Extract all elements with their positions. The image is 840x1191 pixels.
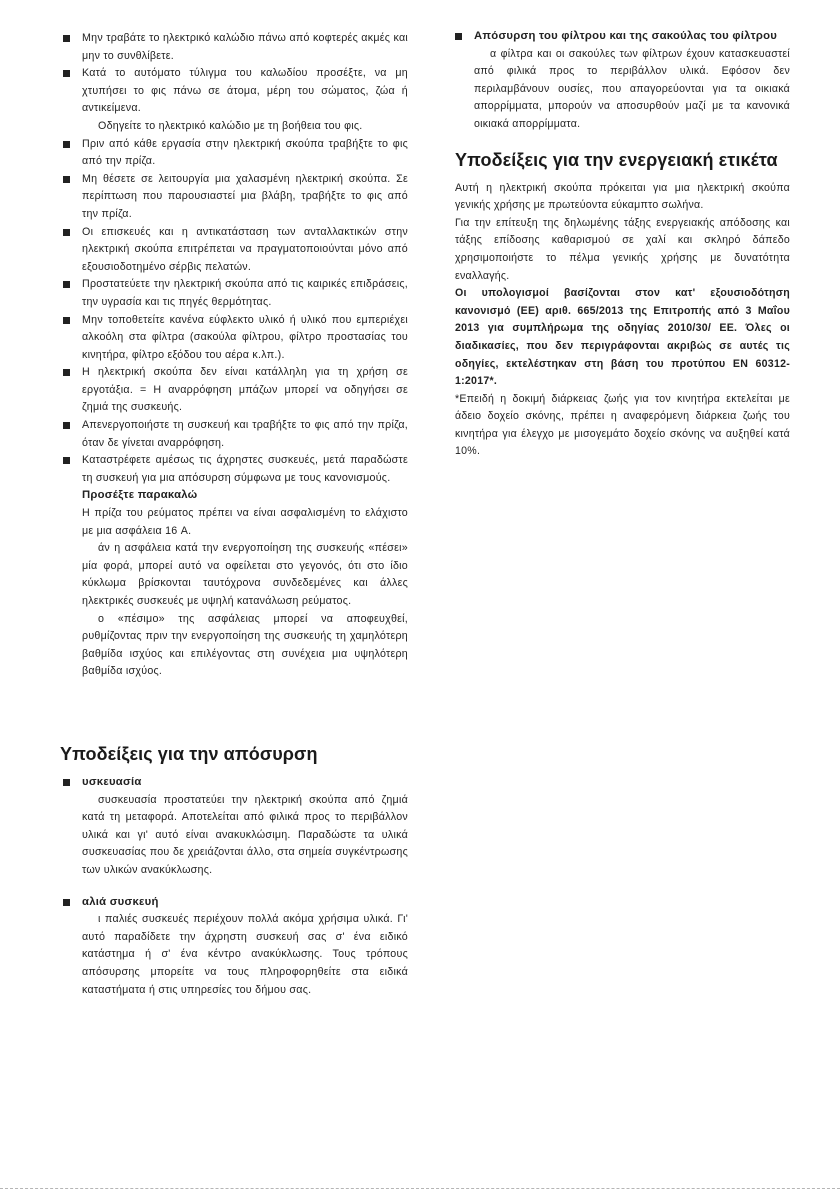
disposal-heading: Υποδείξεις για την απόσυρση (60, 744, 318, 764)
left-column (63, 30, 408, 681)
page-bottom-rule (0, 1188, 840, 1190)
safety-item-7: Μην τοποθετείτε κανένα εύφλεκτο υλικό ή υλικό που εμπεριέχει αλκοόλη στα φίλτρα (σακούλα φίλτρου, φίλτρο προστασίας του κινητήρα, φίλτρο εξόδου του αέρα κ.λπ.). (63, 312, 408, 365)
bullet-square-icon (63, 176, 70, 183)
safety-item-8: Η ηλεκτρική σκούπα δεν είναι κατάλληλη για τη χρήση σε εργοτάξια. = Η αναρρόφηση μπάζων μπορεί να οδηγήσει σε ζημιά της συσκευής. (63, 364, 408, 417)
filter-disposal-text: α φίλτρα και οι σακούλες των φίλτρων έχουν κατασκευαστεί από φιλικά προς το περιβάλλον υλικά. Εφόσον δεν περιλαμβάνουν ουσίες, που απαγορεύονται για τα οικιακά απορρίμματα, μπορούν να αποσυρθούν μαζί με τα κανονικά οικιακά απορρίμματα. (474, 47, 790, 130)
energy-paragraph-1: Αυτή η ηλεκτρική σκούπα πρόκειται για μια ηλεκτρική σκούπα γενικής χρήσης με πρωτεύοντα εύκαμπτο σωλήνα. (455, 181, 790, 212)
safety-item-9: Απενεργοποιήστε τη συσκευή και τραβήξτε το φις από την πρίζα, όταν δε γίνεται αναρρόφηση. (63, 417, 408, 452)
safety-item-6: Προστατεύετε την ηλεκτρική σκούπα από τις καιρικές επιδράσεις, την υγρασία και τις πηγές θερμότητας. (63, 276, 408, 311)
bullet-square-icon (63, 35, 70, 42)
attention-block (63, 487, 408, 681)
filter-disposal-title: Απόσυρση του φίλτρου και της σακούλας του φίλτρου (474, 30, 778, 42)
safety-item-4: Μη θέσετε σε λειτουργία μια χαλασμένη ηλεκτρική σκούπα. Σε περίπτωση που παρουσιαστεί μια βλάβη, τραβήξτε το φις από την πρίζα. (63, 171, 408, 224)
bullet-square-icon (63, 457, 70, 464)
attention-title: Προσέξτε παρακαλώ (82, 489, 198, 502)
bullet-square-icon (63, 141, 70, 148)
old-appliance-item (63, 894, 408, 1000)
bullet-square-icon (63, 369, 70, 376)
energy-paragraph-2: Για την επίτευξη της δηλωμένης τάξης ενεργειακής απόδοσης και τάξης επίδοσης καθαρισμού σε χαλί και σκληρό δάπεδο χρησιμοποιήστε το πέλμα γενικής χρήσης με δυνατότητα εναλλαγής. (455, 216, 790, 282)
bullet-square-icon (455, 33, 462, 40)
right-column (455, 28, 790, 461)
bullet-square-icon (63, 899, 70, 906)
packaging-item (63, 774, 408, 880)
energy-regulation-text: Οι υπολογισμοί βασίζονται στον κατ' εξουσιοδότηση κανονισμό (ΕΕ) αριθ. 665/2013 της Επιτροπής από 3 Μαΐου 2013 για συμπλήρωμα της οδηγίας 2010/30/ ΕΕ. Όλες οι διαδικασίες, που δεν περιγράφονται ακριβώς σε αυτές τις οδηγίες, εκτελέστηκαν στη βάση του προτύπου EN 60312-1:2017*. (455, 287, 790, 388)
old-appliance-text: ι παλιές συσκευές περιέχουν πολλά ακόμα χρήσιμα υλικά. Γι' αυτό παραδίδετε την άχρηστη συσκευή σας σ' ένα ειδικό κατάστημα ή σ' ένα κέντρο ανακύκλωσης. Τους τρόπους απόσυρσης μπορείτε να τους πληροφορηθείτε στα ειδικά καταστήματα ή στις υπηρεσίες του δήμου σας. (82, 913, 408, 996)
bullet-square-icon (63, 70, 70, 77)
safety-item-5: Οι επισκευές και η αντικατάσταση των ανταλλακτικών στην ηλεκτρική σκούπα επιτρέπεται να πραγματοποιούνται μόνο από εξουσιοδοτημένο σέρβις πελατών. (63, 224, 408, 277)
energy-footnote: *Επειδή η δοκιμή διάρκειας ζωής για τον κινητήρα εκτελείται με άδειο δοχείο σκόνης, πρέπει η αναφερόμενη διάρκεια ζωής του κινητήρα για έλεγχο με μισογεμάτο δοχείο σκόνης να αυξηθεί κατά 10%. (455, 392, 790, 458)
energy-label-heading: Υποδείξεις για την ενεργειακή ετικέτα (455, 149, 778, 170)
disposal-section (60, 742, 408, 999)
attention-paragraph-1: Η πρίζα του ρεύματος πρέπει να είναι ασφαλισμένη το ελάχιστο με μια ασφάλεια 16 A. (82, 507, 408, 537)
packaging-title: υσκευασία (82, 776, 142, 788)
bullet-square-icon (63, 229, 70, 236)
safety-item-3: Πριν από κάθε εργασία στην ηλεκτρική σκούπα τραβήξτε το φις από την πρίζα. (63, 136, 408, 171)
safety-item-1: Μην τραβάτε το ηλεκτρικό καλώδιο πάνω από κοφτερές ακμές και μην το συνθλίβετε. (63, 30, 408, 65)
packaging-text: συσκευασία προστατεύει την ηλεκτρική σκούπα από ζημιά κατά τη μεταφορά. Αποτελείται από φιλικά προς το περιβάλλον υλικά και γι' αυτό είναι ανακυκλώσιμη. Παραδώστε τα υλικά συσκευασίας που δε χρειάζονται άλλο, στα σημεία συγκέντρωσης των υλικών ανακύκλωσης. (82, 793, 408, 876)
attention-paragraph-2: άν η ασφάλεια κατά την ενεργοποίηση της συσκευής «πέσει» μία φορά, μπορεί αυτό να οφείλεται στο γεγονός, ότι στο ίδιο κύκλωμα βρίσκονται ταυτόχρονα συνδεδεμένες και άλλες ηλεκτρικές συσκευές με υψηλή κατανάλωση ρεύματος. (82, 542, 408, 607)
bullet-square-icon (63, 422, 70, 429)
filter-disposal-item (455, 28, 790, 134)
old-appliance-title: αλιά συσκευή (82, 895, 159, 908)
safety-item-10: Καταστρέφετε αμέσως τις άχρηστες συσκευές, μετά παραδώστε τη συσκευή για μια απόσυρση σύμφωνα με τους κανονισμούς. (63, 452, 408, 487)
bullet-square-icon (63, 779, 70, 786)
attention-paragraph-3: ο «πέσιμο» της ασφάλειας μπορεί να αποφευχθεί, ρυθμίζοντας πριν την ενεργοποίηση της συσκευής τη χαμηλότερη βαθμίδα ισχύος και επιλέγοντας στη συνέχεια μια υψηλότερη βαθμίδα ισχύος. (82, 612, 408, 678)
bullet-square-icon (63, 317, 70, 324)
cable-note: Οδηγείτε το ηλεκτρικό καλώδιο με τη βοήθεια του φις. (98, 119, 363, 132)
bullet-square-icon (63, 281, 70, 288)
safety-item-2: Κατά το αυτόματο τύλιγμα του καλωδίου προσέξτε, να μη χτυπήσει το φις πάνω σε άτομα, μέρη του σώματος, ζώα ή αντικείμενα. (63, 65, 408, 118)
